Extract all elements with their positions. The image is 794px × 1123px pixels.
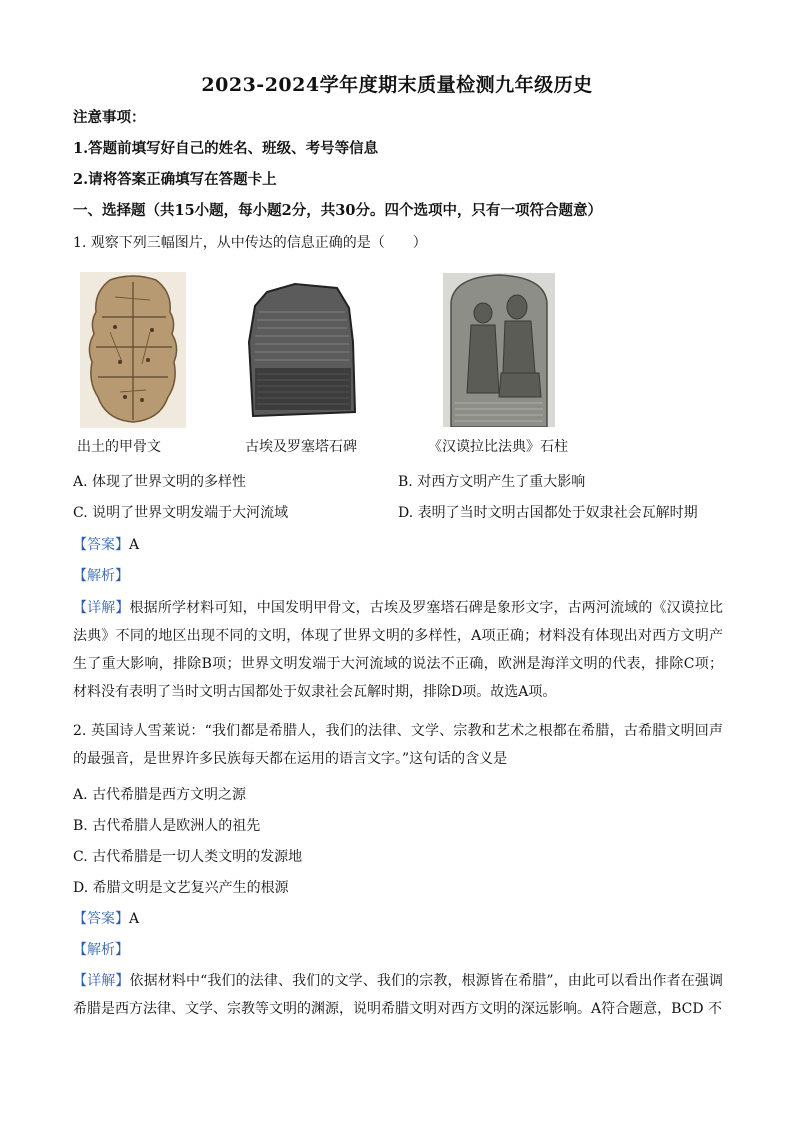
q1-option-a: A. 体现了世界文明的多样性 (73, 474, 247, 490)
q2-detail-text: 依据材料中“我们的法律、我们的文学、我们的宗教，根源皆在希腊”，由此可以看出作者在强调希腊是西方法律、文学、宗教等文明的渊源，说明希腊文明对西方文明的深远影响。A符合题意，BCD 不 (73, 973, 724, 1017)
q2-option-a: A. 古代希腊是西方文明之源 (73, 787, 247, 803)
question-2-stem: 2. 英国诗人雪莱说：“我们都是希腊人，我们的法律、文学、宗教和艺术之根都在希腊，古希腊文明回声的最强音，是世界许多民族每天都在运用的语言文字。”这句话的含义是 (73, 723, 723, 767)
caption-rosetta-stone: 古埃及罗塞塔石碑 (245, 439, 357, 455)
q2-detail-label: 【详解】 (73, 973, 130, 989)
q1-option-d: D. 表明了当时文明古国都处于奴隶社会瓦解时期 (398, 505, 698, 521)
rosetta-stone-image (245, 282, 357, 422)
q2-option-b: B. 古代希腊人是欧洲人的祖先 (73, 818, 261, 834)
q1-detail-text: 根据所学材料可知，中国发明甲骨文，古埃及罗塞塔石碑是象形文字，古两河流域的《汉谟拉比法典》不同的地区出现不同的文明，体现了世界文明的多样性，A项正确；材料没有体现出对西方文明产生了重大影响，排除B项；世界文明发端于大河流域的说法不正确，欧洲是海洋文明的代表，排除C项；材料没有表明了当时文明古国都处于奴隶社会瓦解时期，排除D项。故选A项。 (73, 600, 724, 700)
question-1-stem: 1. 观察下列三幅图片，从中传达的信息正确的是（ ） (73, 235, 427, 251)
section-heading: 一、选择题（共15小题，每小题2分，共30分。四个选项中，只有一项符合题意） (73, 202, 602, 219)
q2-option-d: D. 希腊文明是文艺复兴产生的根源 (73, 880, 289, 896)
q2-answer (73, 909, 723, 929)
q1-option-b: B. 对西方文明产生了重大影响 (398, 474, 586, 490)
q1-answer-label: 【答案】 (73, 537, 129, 553)
q1-explanation (73, 594, 723, 706)
caption-oracle-bone: 出土的甲骨文 (77, 439, 161, 455)
q1-option-c: C. 说明了世界文明发端于大河流域 (73, 505, 289, 521)
q2-option-c: C. 古代希腊是一切人类文明的发源地 (73, 849, 303, 865)
caption-hammurabi-stele: 《汉谟拉比法典》石柱 (428, 439, 568, 455)
oracle-bone-image (80, 272, 186, 428)
q2-explanation (73, 967, 723, 1023)
q1-answer (73, 535, 723, 555)
q1-analysis-label: 【解析】 (73, 568, 129, 584)
notice-item-1: 1.答题前填写好自己的姓名、班级、考号等信息 (73, 140, 379, 157)
q2-answer-label: 【答案】 (73, 911, 129, 927)
q1-answer-value: A (129, 537, 140, 553)
notice-item-2: 2.请将答案正确填写在答题卡上 (73, 171, 277, 188)
hammurabi-stele-image (443, 273, 555, 427)
page-title: 2023-2024学年度期末质量检测九年级历史 (201, 74, 593, 96)
q1-detail-label: 【详解】 (73, 600, 130, 616)
notice-heading: 注意事项： (73, 109, 146, 126)
q2-answer-value: A (129, 911, 140, 927)
q2-analysis-label: 【解析】 (73, 942, 129, 958)
